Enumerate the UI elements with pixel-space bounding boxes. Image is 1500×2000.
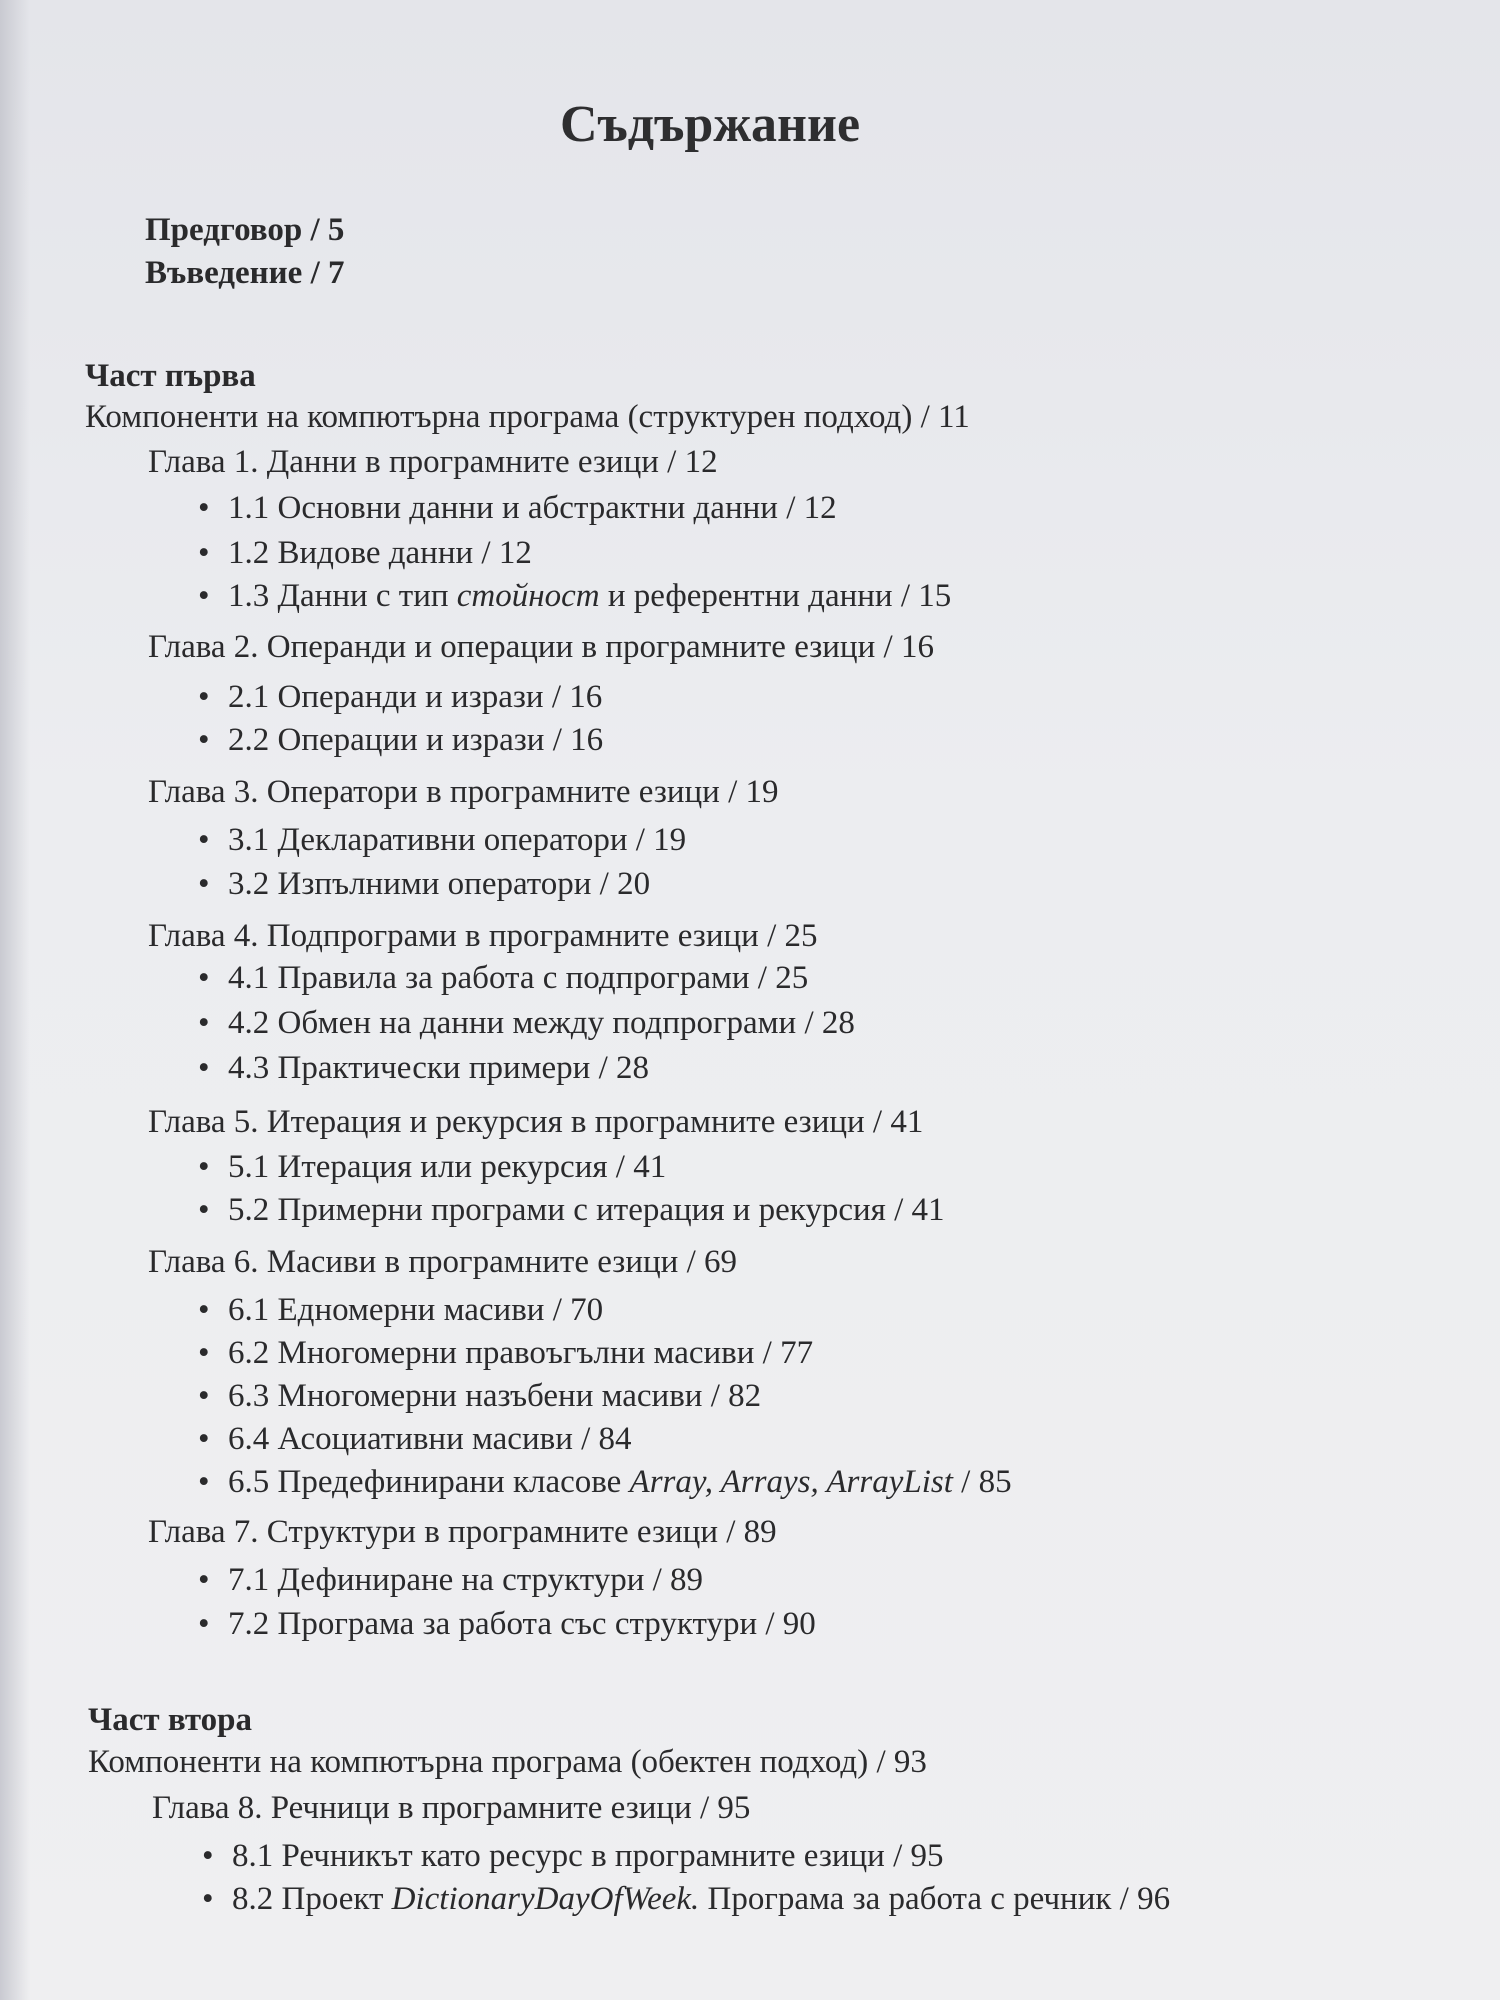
section-entry: • 2.1 Операнди и изрази/ 16 (228, 677, 602, 717)
section-entry: • 1.1 Основни данни и абстрактни данни/ 12 (228, 488, 837, 528)
section-entry: • 8.1 Речникът като ресурс в програмните езици/ 95 (232, 1836, 944, 1876)
section-entry: • 2.2 Операции и изрази/ 16 (228, 720, 603, 760)
section-entry: • 7.1 Дефиниране на структури/ 89 (228, 1560, 703, 1600)
section-entry: • 1.3 Данни с тип стойност и референтни данни/ 15 (228, 576, 951, 616)
part-label: Част първа (85, 358, 256, 394)
section-entry: • 4.2 Обмен на данни между подпрограми/ 28 (228, 1003, 855, 1043)
chapter-entry: Глава 1. Данни в програмните езици/ 12 (148, 442, 718, 482)
chapter-entry: Глава 3. Оператори в програмните езици/ 19 (148, 772, 779, 812)
page-title: Съдържание (559, 96, 861, 153)
section-entry: • 4.1 Правила за работа с подпрограми/ 25 (228, 958, 808, 998)
section-entry: • 4.3 Практически примери/ 28 (228, 1048, 649, 1088)
section-entry: • 6.1 Едномерни масиви/ 70 (228, 1290, 603, 1330)
part-title: Компоненти на компютърна програма (обектен подход)/ 93 (88, 1742, 927, 1782)
section-entry: • 6.5 Предефинирани класове Array, Arrays, ArrayList/ 85 (228, 1462, 1012, 1502)
toc-entry-preface: Предговор/ 5 (145, 210, 344, 250)
section-entry: • 5.1 Итерация или рекурсия/ 41 (228, 1147, 666, 1187)
section-entry: • 6.4 Асоциативни масиви/ 84 (228, 1419, 632, 1459)
section-entry: • 1.2 Видове данни/ 12 (228, 533, 532, 573)
section-entry: • 5.2 Примерни програми с итерация и рекурсия/ 41 (228, 1190, 945, 1230)
part-label: Част втора (88, 1702, 252, 1738)
part-title: Компоненти на компютърна програма (структурен подход)/ 11 (85, 397, 970, 437)
chapter-entry: Глава 7. Структури в програмните езици/ 89 (148, 1512, 777, 1552)
page-shadow (0, 0, 30, 2000)
chapter-entry: Глава 6. Масиви в програмните езици/ 69 (148, 1242, 737, 1282)
chapter-entry: Глава 4. Подпрограми в програмните езици/ 25 (148, 916, 818, 956)
section-entry: • 3.2 Изпълними оператори/ 20 (228, 864, 650, 904)
section-entry: • 6.2 Многомерни правоъгълни масиви/ 77 (228, 1333, 813, 1373)
chapter-entry: Глава 8. Речници в програмните езици/ 95 (152, 1788, 750, 1828)
section-entry: • 3.1 Декларативни оператори/ 19 (228, 820, 686, 860)
chapter-entry: Глава 5. Итерация и рекурсия в програмните езици/ 41 (148, 1102, 923, 1142)
toc-entry-introduction: Въведение/ 7 (145, 253, 344, 293)
section-entry: • 7.2 Програма за работа със структури/ 90 (228, 1604, 816, 1644)
chapter-entry: Глава 2. Операнди и операции в програмните езици/ 16 (148, 627, 934, 667)
section-entry: • 6.3 Многомерни назъбени масиви/ 82 (228, 1376, 761, 1416)
section-entry: • 8.2 Проект DictionaryDayOfWeek. Програма за работа с речник/ 96 (232, 1879, 1170, 1919)
